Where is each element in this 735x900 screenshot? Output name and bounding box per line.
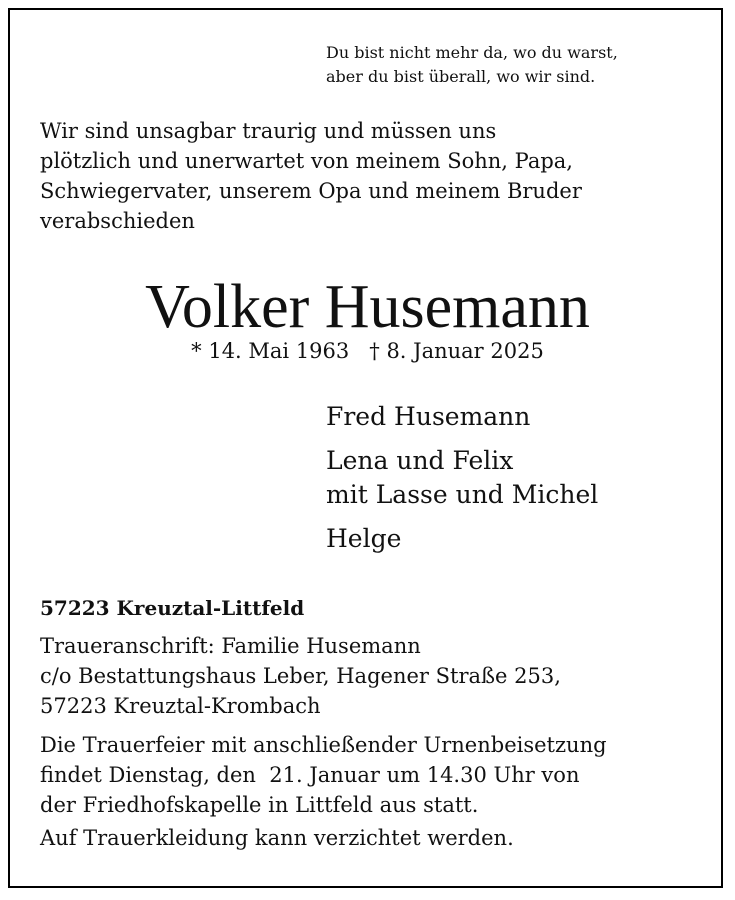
address-line: c/o Bestattungshaus Leber, Hagener Straße 253,: [40, 664, 561, 688]
ceremony-line: Die Trauerfeier mit anschließender Urnenbeisetzung: [40, 733, 607, 757]
intro-line: verabschieden: [40, 209, 195, 233]
place-heading: 57223 Kreuztal-Littfeld: [40, 596, 305, 620]
deceased-name: Volker Husemann: [145, 273, 590, 341]
mourner-group: [326, 400, 726, 434]
address-line: 57223 Kreuztal-Krombach: [40, 694, 321, 718]
ceremony-line: der Friedhofskapelle in Littfeld aus statt.: [40, 793, 479, 817]
mourners-list: [326, 400, 726, 566]
intro-line: Wir sind unsagbar traurig und müssen uns: [40, 119, 497, 143]
motto-quote: [326, 41, 716, 89]
mourner-group: [326, 522, 726, 556]
ceremony-info: [40, 730, 710, 820]
intro-line: plötzlich und unerwartet von meinem Sohn, Papa,: [40, 149, 573, 173]
birth-date: * 14. Mai 1963: [191, 339, 350, 363]
motto-line: Du bist nicht mehr da, wo du warst,: [326, 43, 618, 62]
intro-line: Schwiegervater, unserem Opa und meinem Bruder: [40, 179, 582, 203]
ceremony-line: findet Dienstag, den 21. Januar um 14.30 Uhr von: [40, 763, 580, 787]
mourner-line: Fred Husemann: [326, 402, 531, 431]
address-line: Traueranschrift: Familie Husemann: [40, 634, 421, 658]
mourner-line: Helge: [326, 524, 402, 553]
mourning-address: [40, 631, 710, 721]
motto-line: aber du bist überall, wo wir sind.: [326, 67, 596, 86]
mourner-group: [326, 444, 726, 512]
life-dates: [0, 336, 735, 366]
death-date: † 8. Januar 2025: [369, 339, 544, 363]
mourner-line: mit Lasse und Michel: [326, 480, 599, 509]
dress-code-note: Auf Trauerkleidung kann verzichtet werden.: [40, 826, 514, 850]
intro-text: [40, 116, 710, 236]
mourner-line: Lena und Felix: [326, 446, 514, 475]
